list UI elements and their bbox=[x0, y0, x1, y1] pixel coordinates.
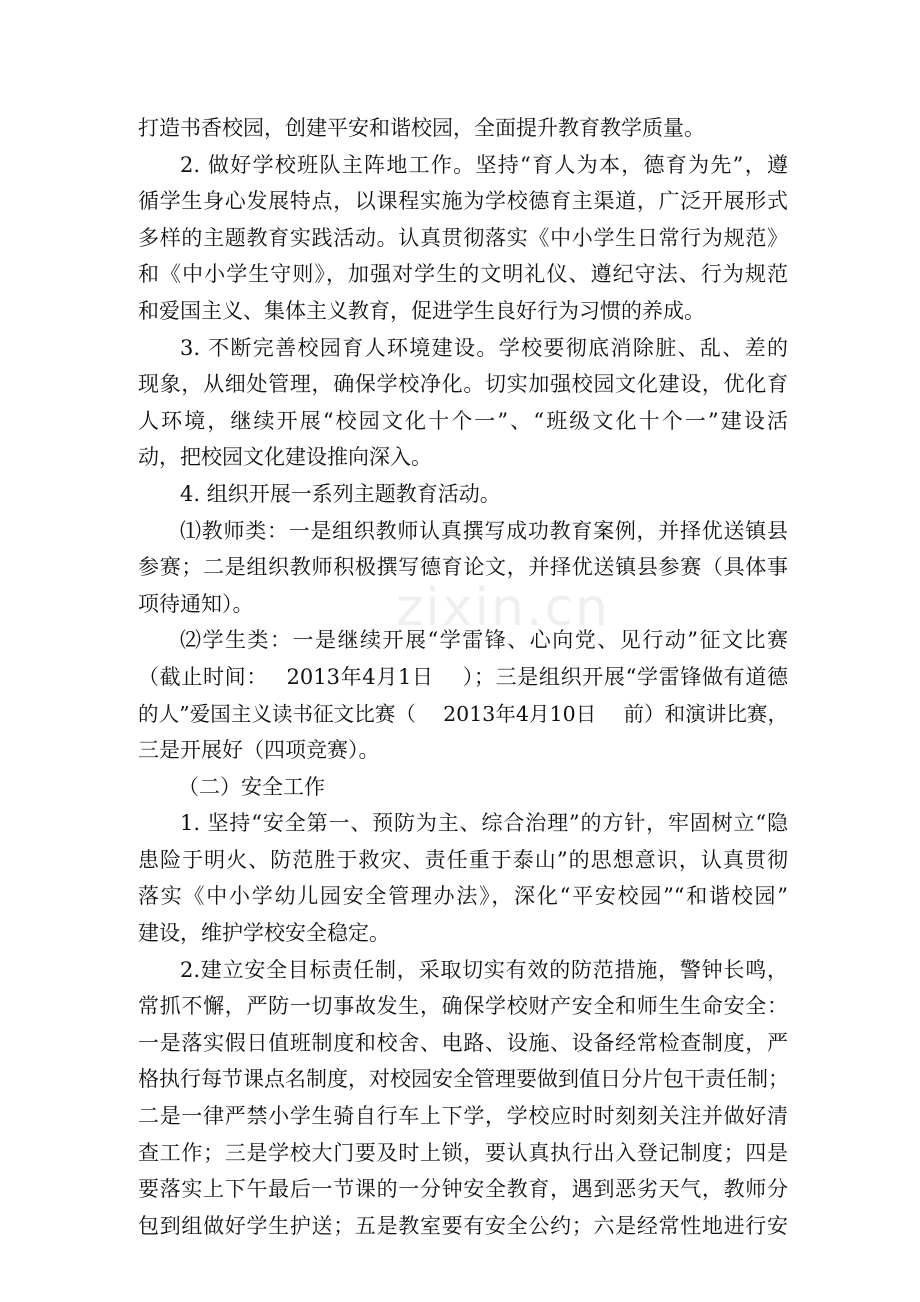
text-line: 患险于明火、防范胜于救灾、责任重于泰山”的思想意识，认真贯彻 bbox=[138, 847, 788, 872]
text-line: ⑵学生类：一是继续开展“学雷锋、心向党、见行动”征文比赛 bbox=[180, 628, 788, 653]
text-line: 参赛；二是组织教师积极撰写德育论文，并择优送镇县参赛（具体事 bbox=[138, 555, 788, 580]
text-line: 多样的主题教育实践活动。认真贯彻落实《中小学生日常行为规范》 bbox=[138, 225, 788, 250]
text-line: 3. 不断完善校园育人环境建设。学校要彻底消除脏、乱、差的 bbox=[180, 335, 788, 360]
text-line: 现象，从细处管理，确保学校净化。切实加强校园文化建设，优化育 bbox=[138, 372, 788, 397]
text-line: 二是一律严禁小学生骑自行车上下学，学校应时时刻刻关注并做好清 bbox=[138, 1104, 788, 1129]
text-line: 一是落实假日值班制度和校舍、电路、设施、设备经常检查制度，严 bbox=[138, 1030, 788, 1055]
text-line: 三是开展好（四项竞赛）。 bbox=[138, 738, 380, 763]
text-line: 人环境，继续开展“校园文化十个一”、“班级文化十个一”建设活 bbox=[138, 408, 788, 433]
text-line: 格执行每节课点名制度，对校园安全管理要做到值日分片包干责任制； bbox=[138, 1067, 789, 1092]
text-line: 和爱国主义、集体主义教育，促进学生良好行为习惯的养成。 bbox=[138, 298, 705, 323]
text-line: 1. 坚持“安全第一、预防为主、综合治理”的方针，牢固树立“隐 bbox=[180, 811, 788, 836]
text-line: 4. 组织开展一系列主题教育活动。 bbox=[180, 481, 501, 506]
text-line: ⑴教师类：一是组织教师认真撰写成功教育案例，并择优送镇县 bbox=[180, 518, 788, 543]
text-line: 常抓不懈，严防一切事故发生，确保学校财产安全和师生生命安全： bbox=[138, 994, 788, 1019]
text-line: 要落实上下午最后一节课的一分钟安全教育，遇到恶劣天气，教师分 bbox=[138, 1177, 788, 1202]
text-line: 查工作；三是学校大门要及时上锁，要认真执行出入登记制度；四是 bbox=[138, 1140, 788, 1165]
watermark-text: zixin.cn bbox=[396, 578, 610, 638]
text-line: 和《中小学生守则》，加强对学生的文明礼仪、遵纪守法、行为规范 bbox=[138, 262, 788, 287]
document-body bbox=[138, 110, 788, 1244]
text-line: （截止时间： 2013年4月1日 ）；三是组织开展“学雷锋做有道德 bbox=[138, 664, 788, 689]
text-line: 落实《中小学幼儿园安全管理办法》，深化“平安校园”“和谐校园” bbox=[138, 884, 788, 909]
text-line: 的人”爱国主义读书征文比赛（ 2013年4月10日 前）和演讲比赛， bbox=[138, 701, 788, 726]
text-line: 包到组做好学生护送；五是教室要有安全公约；六是经常性地进行安 bbox=[138, 1213, 788, 1238]
text-line: 循学生身心发展特点，以课程实施为学校德育主渠道，广泛开展形式 bbox=[138, 189, 788, 214]
text-line: 项待通知）。 bbox=[138, 591, 254, 616]
text-line: 打造书香校园，创建平安和谐校园，全面提升教育教学质量。 bbox=[138, 116, 705, 140]
text-line: 建设，维护学校安全稳定。 bbox=[138, 921, 390, 946]
text-line: 2.建立安全目标责任制，采取切实有效的防范措施，警钟长鸣， bbox=[180, 957, 788, 982]
text-line: 2. 做好学校班队主阵地工作。坚持“育人为本，德育为先”，遵 bbox=[180, 152, 788, 177]
section-heading: （二）安全工作 bbox=[178, 774, 325, 799]
text-line: 动，把校园文化建设推向深入。 bbox=[138, 445, 432, 470]
